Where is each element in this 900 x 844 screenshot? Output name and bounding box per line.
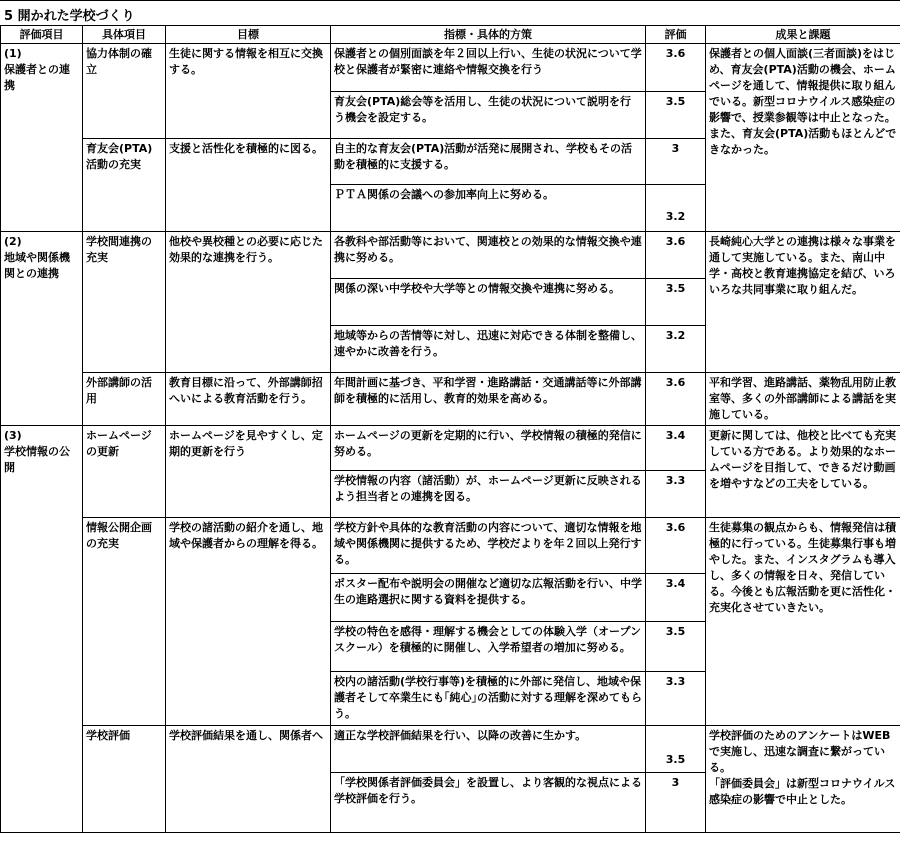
score-value: 3.4	[646, 574, 706, 622]
measure-text: ポスター配布や説明会の開催など適切な広報活動を行い、中学生の進路選択に関する資料を提供する。	[331, 574, 646, 622]
table-row	[1, 232, 900, 279]
item-goal: 他校や異校種との必要に応じた効果的な連携を行う。	[166, 232, 331, 373]
category-name: 地域や関係機関との連携	[4, 251, 70, 280]
item-goal: 教育目標に沿って、外部講師招へいによる教育活動を行う。	[166, 373, 331, 426]
score-value: 3.6	[646, 232, 706, 279]
measure-text: 地域等からの苦情等に対し、迅速に対応できる体制を整備し、速やかに改善を行う。	[331, 326, 646, 373]
category-name: 保護者との連携	[4, 63, 70, 92]
category-number: (3)	[4, 429, 22, 442]
table-row	[1, 44, 900, 92]
result-text: 生徒募集の観点からも、情報発信は積極的に行っている。生徒募集行事も増やした。また、インスタグラムも導入し、多くの情報を日々、発信している。今後とも広報活動を更に活性化・充実化させていきたい。	[706, 518, 900, 726]
score-value: 3.4	[646, 426, 706, 471]
score-value: 3.6	[646, 44, 706, 92]
measure-text: 関係の深い中学校や大学等との情報交換や連携に努める。	[331, 279, 646, 326]
result-text: 更新に関しては、他校と比べても充実している方である。より効果的なホームページを目指して、できるだけ動画を増やすなどの工夫をしている。	[706, 426, 900, 518]
measure-text: 「学校関係者評価委員会」を設置し、より客観的な視点による学校評価を行う。	[331, 773, 646, 833]
result-text: 長崎純心大学との連携は様々な事業を通して実施している。また、南山中学・高校と教育連携協定を結び、いろいろな共同事業に取り組んだ。	[706, 232, 900, 373]
header-measure: 指標・具体的方策	[331, 26, 646, 44]
score-value: 3.6	[646, 373, 706, 426]
header-score: 評価	[646, 26, 706, 44]
item-goal: ホームページを見やすくし、定期的更新を行う	[166, 426, 331, 518]
table-row	[1, 426, 900, 471]
measure-text: 学校の特色を感得・理解する機会としての体験入学（オープンスクール）を積極的に開催し、入学希望者の増加に努める。	[331, 622, 646, 672]
item-goal: 学校の諸活動の紹介を通し、地域や保護者からの理解を得る。	[166, 518, 331, 726]
item-name: 学校評価	[83, 726, 166, 833]
measure-text: ＰＴＡ関係の会議への参加率向上に努める。	[331, 185, 646, 232]
evaluation-table	[0, 25, 900, 833]
item-name: 育友会(PTA)活動の充実	[83, 139, 166, 232]
result-text: 平和学習、進路講話、薬物乱用防止教室等、多くの外部講師による講話を実施している。	[706, 373, 900, 426]
score-value: 3.3	[646, 672, 706, 726]
header-category: 評価項目	[1, 26, 83, 44]
header-result: 成果と課題	[706, 26, 900, 44]
score-value: 3.5	[646, 279, 706, 326]
header-item: 具体項目	[83, 26, 166, 44]
category-number: (2)	[4, 235, 22, 248]
item-name: 外部講師の活用	[83, 373, 166, 426]
measure-text: 育友会(PTA)総会等を活用し、生徒の状況について説明を行う機会を設定する。	[331, 92, 646, 139]
category-cell	[1, 44, 83, 232]
result-text: 保護者との個人面談(三者面談)をはじめ、育友会(PTA)活動の機会、ホームページを通して、情報提供に取り組んでいる。新型コロナウイルス感染症の影響で、授業参観等は中止となった。また、育友会(PTA)活動もほとんどできなかった。	[706, 44, 900, 232]
score-value: 3.2	[646, 326, 706, 373]
table-row	[1, 518, 900, 574]
score-value: 3.6	[646, 518, 706, 574]
category-number: (1)	[4, 47, 22, 60]
score-value: 3.5	[646, 726, 706, 773]
section-title: 5 開かれた学校づくり	[0, 0, 900, 26]
measure-text: 保護者との個別面談を年２回以上行い、生徒の状況について学校と保護者が緊密に連絡や情報交換を行う	[331, 44, 646, 92]
item-goal: 支援と活性化を積極的に図る。	[166, 139, 331, 232]
score-value: 3	[646, 139, 706, 185]
category-name: 学校情報の公開	[4, 445, 70, 474]
category-cell	[1, 426, 83, 833]
measure-text: 学校情報の内容（諸活動）が、ホームページ更新に反映されるよう担当者との連携を図る。	[331, 471, 646, 518]
measure-text: 適正な学校評価結果を行い、以降の改善に生かす。	[331, 726, 646, 773]
item-goal: 学校評価結果を通し、関係者へ	[166, 726, 331, 833]
item-goal: 生徒に関する情報を相互に交換する。	[166, 44, 331, 139]
item-name: ホームページの更新	[83, 426, 166, 518]
measure-text: 自主的な育友会(PTA)活動が活発に展開され、学校もその活動を積極的に支援する。	[331, 139, 646, 185]
category-cell	[1, 232, 83, 426]
result-text: 学校評価のためのアンケートはWEBで実施し、迅速な調査に繋がっている。 「評価委員会」は新型コロナウイルス感染症の影響で中止とした。	[706, 726, 900, 833]
item-name: 協力体制の確立	[83, 44, 166, 139]
score-value: 3.2	[646, 185, 706, 232]
table-row	[1, 726, 900, 773]
score-value: 3	[646, 773, 706, 833]
item-name: 情報公開企画の充実	[83, 518, 166, 726]
header-row	[1, 26, 900, 44]
score-value: 3.5	[646, 92, 706, 139]
score-value: 3.3	[646, 471, 706, 518]
measure-text: 学校方針や具体的な教育活動の内容について、適切な情報を地域や関係機関に提供するため、学校だよりを年２回以上発行する。	[331, 518, 646, 574]
item-name: 学校間連携の充実	[83, 232, 166, 373]
table-row	[1, 373, 900, 426]
measure-text: 各教科や部活動等において、関連校との効果的な情報交換や連携に努める。	[331, 232, 646, 279]
measure-text: 校内の諸活動(学校行事等)を積極的に外部に発信し、地域や保護者そして卒業生にも｢純心｣の活動に対する理解を深めてもらう。	[331, 672, 646, 726]
measure-text: ホームページの更新を定期的に行い、学校情報の積極的発信に努める。	[331, 426, 646, 471]
score-value: 3.5	[646, 622, 706, 672]
header-goal: 目標	[166, 26, 331, 44]
measure-text: 年間計画に基づき、平和学習・進路講話・交通講話等に外部講師を積極的に活用し、教育的効果を高める。	[331, 373, 646, 426]
